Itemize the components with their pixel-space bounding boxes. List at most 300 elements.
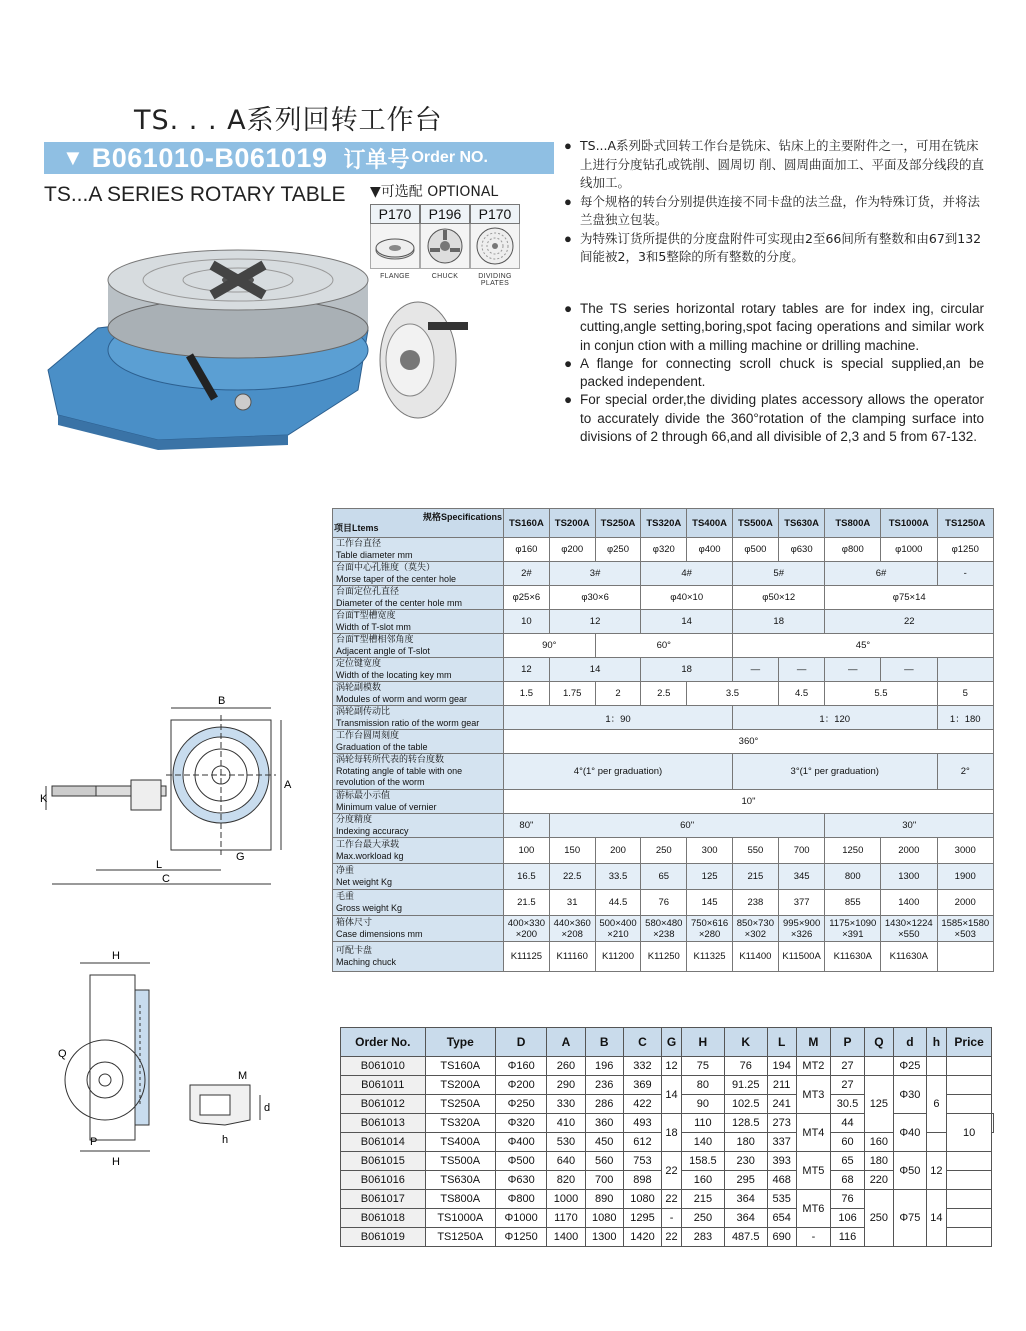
order-cell: 110 [681, 1114, 724, 1133]
order-cell: 260 [547, 1057, 585, 1076]
spec-label-cn: 净重 [336, 865, 355, 876]
order-column-header: G [662, 1028, 682, 1057]
triangle-down-icon: ▼ [62, 145, 84, 170]
spec-row [333, 634, 994, 658]
dim-P: P [90, 1136, 98, 1148]
order-cell [864, 1057, 893, 1076]
spec-cell: 4# [641, 562, 733, 586]
order-cell: Φ160 [495, 1057, 546, 1076]
order-cell: MT2 [796, 1057, 831, 1076]
order-cell: 12 [662, 1057, 682, 1076]
spec-cell: φ160 [504, 538, 550, 562]
dim-B: B [218, 695, 226, 707]
order-cell: 1300 [585, 1228, 623, 1247]
order-cell: 116 [831, 1228, 865, 1247]
note-item: ● The TS series horizontal rotary tables are for index ing, circular cutting,angle setting,boring,spot facing operations and similar work in conjun ction with a milling machine or drilling machine. [564, 300, 984, 355]
order-cell: 283 [681, 1228, 724, 1247]
order-cell [946, 1171, 992, 1190]
spec-cell: 855 [825, 890, 881, 916]
spec-cell: 18 [641, 658, 733, 682]
order-column-header: Type [425, 1028, 495, 1057]
spec-cell: 45° [732, 634, 993, 658]
spec-row [333, 610, 994, 634]
spec-row-label [333, 706, 504, 730]
spec-cell: 30" [825, 814, 994, 838]
spec-cell: 5 [937, 682, 994, 706]
spec-cell: K11630A [825, 942, 881, 972]
order-cell: 295 [724, 1171, 767, 1190]
accessory-caption: DIVIDING PLATES [478, 273, 512, 287]
spec-cell: 5# [732, 562, 824, 586]
order-cell: 215 [681, 1190, 724, 1209]
spec-label-cn: 涡轮每转所代表的转台度数 [336, 755, 445, 765]
order-cell: 1295 [623, 1209, 661, 1228]
order-cell: MT5 [796, 1152, 831, 1190]
order-cell: MT3 [796, 1076, 831, 1114]
spec-row-label [333, 682, 504, 706]
spec-row [333, 658, 994, 682]
spec-label-en: Gross weight Kg [336, 902, 403, 913]
order-cell: Φ320 [495, 1114, 546, 1133]
order-cell: Φ500 [495, 1152, 546, 1171]
spec-cell: 1300 [881, 864, 937, 890]
order-cell: Φ30 [893, 1076, 926, 1114]
order-column-header: A [547, 1028, 585, 1057]
order-cell [946, 1095, 992, 1114]
spec-cell: 850×730 ×302 [732, 916, 778, 942]
order-cell: 230 [724, 1152, 767, 1171]
dim-K: K [40, 793, 48, 805]
note-item: ● 为特殊订货所提供的分度盘附件可实现由2至66间所有整数和由67到132间能被2，3和5整除的所有整数的分度。 [564, 230, 984, 267]
spec-row [333, 730, 994, 754]
spec-row-label [333, 610, 504, 634]
spec-model-header: TS800A [825, 509, 881, 538]
spec-label-en: Morse taper of the center hole [336, 573, 457, 584]
note-text: For special order,the dividing plates accessory allows the operator to accurately divide the 360°rotation of the clamping surface into divisions of 2 through 66,and all divisible of 2,3 and 5 from 67-132. [580, 392, 984, 445]
spec-cell: 800 [825, 864, 881, 890]
order-row [341, 1076, 994, 1095]
order-cell: TS1000A [425, 1209, 495, 1228]
spec-label-en: Case dimensions mm [336, 928, 423, 939]
order-cell [946, 1228, 992, 1247]
order-cell: 22 [662, 1190, 682, 1209]
spec-cell: K11200 [595, 942, 641, 972]
spec-row-label [333, 790, 504, 814]
order-number-cell: B061019 [341, 1228, 426, 1247]
order-cell: Φ250 [495, 1095, 546, 1114]
spec-cell: 2 [595, 682, 641, 706]
order-cell: 12 [926, 1152, 946, 1190]
order-cell: TS160A [425, 1057, 495, 1076]
spec-cell: 700 [778, 838, 825, 864]
spec-cell [937, 942, 994, 972]
order-column-header: K [724, 1028, 767, 1057]
spec-label-en: Max.workload kg [336, 850, 404, 861]
notes-english [564, 300, 984, 446]
order-cell: 180 [724, 1133, 767, 1152]
order-cell: 535 [767, 1190, 796, 1209]
order-cell: Φ40 [893, 1114, 926, 1152]
order-cell: 76 [724, 1057, 767, 1076]
order-column-header: M [796, 1028, 831, 1057]
note-text: A flange for connecting scroll chuck is special supplied,an be packed independent. [580, 355, 984, 390]
spec-cell: 65 [641, 864, 687, 890]
spec-cell: K11500A [778, 942, 825, 972]
order-column-header: B [585, 1028, 623, 1057]
order-cell: 1000 [547, 1190, 585, 1209]
order-cell: 75 [681, 1057, 724, 1076]
order-column-header: Price [946, 1028, 992, 1057]
spec-cell: φ200 [549, 538, 595, 562]
order-cell: 369 [623, 1076, 661, 1095]
spec-cell: 22 [825, 610, 994, 634]
spec-row-label [333, 814, 504, 838]
spec-row-label [333, 634, 504, 658]
order-cell: 14 [926, 1190, 946, 1247]
order-cell: 30.5 [831, 1095, 865, 1114]
accessory-caption: FLANGE [380, 273, 410, 280]
order-cell: 364 [724, 1190, 767, 1209]
spec-label-cn: 工作台圆周刻度 [336, 730, 400, 741]
order-cell: 80 [681, 1076, 724, 1095]
spec-cell: 750×616 ×280 [687, 916, 733, 942]
spec-row-label [333, 838, 504, 864]
spec-cell: 1175×1090 ×391 [825, 916, 881, 942]
spec-cell: 12 [504, 658, 550, 682]
order-cell: MT4 [796, 1114, 831, 1152]
order-cell: 196 [585, 1057, 623, 1076]
spec-label-en: Adjacent angle of T-slot [336, 645, 430, 656]
spec-model-header: TS320A [641, 509, 687, 538]
optional-label: ▼可选配 OPTIONAL [370, 184, 499, 200]
note-item: ● TS...A系列卧式回转工作台是铣床、钻床上的主要附件之一，可用在铣床上进行分度钻孔或铣削、圆周切 削、圆周曲面加工、平面及部分线段的直线加工。 [564, 137, 984, 193]
order-column-header: Order No. [341, 1028, 426, 1057]
spec-cell: φ75×14 [825, 586, 994, 610]
order-cell [946, 1076, 992, 1095]
order-cell: 898 [623, 1171, 661, 1190]
order-cell [926, 1057, 946, 1076]
dim-M: M [238, 1070, 248, 1082]
spec-cell: 400×330 ×200 [504, 916, 550, 942]
spec-row [333, 814, 994, 838]
spec-model-header: TS160A [504, 509, 550, 538]
spec-label-cn: 涡轮副传动比 [336, 706, 391, 717]
order-column-header: C [623, 1028, 661, 1057]
spec-cell: 14 [641, 610, 733, 634]
order-cell: 493 [623, 1114, 661, 1133]
note-item: ● 每个规格的转台分别提供连接不同卡盘的法兰盘，作为特殊订货，并将法兰盘独立包装。 [564, 193, 984, 230]
spec-cell: φ1250 [937, 538, 994, 562]
note-item: ● For special order,the dividing plates accessory allows the operator to accurately divide the 360°rotation of the clamping surface into divisions of 2 through 66,and all divisible of 2,3 and 5 from 67-132. [564, 391, 984, 446]
spec-cell: 16.5 [504, 864, 550, 890]
order-cell [946, 1152, 992, 1171]
spec-cell: φ250 [595, 538, 641, 562]
spec-cell: φ1000 [881, 538, 937, 562]
spec-row-label [333, 916, 504, 942]
spec-cell: 31 [549, 890, 595, 916]
spec-cell: 100 [504, 838, 550, 864]
spec-cell: φ800 [825, 538, 881, 562]
order-cell: 60 [831, 1133, 865, 1152]
spec-row [333, 538, 994, 562]
spec-cell: φ40×10 [641, 586, 733, 610]
order-cell: Φ800 [495, 1190, 546, 1209]
spec-row [333, 890, 994, 916]
order-cell: 700 [585, 1171, 623, 1190]
order-cell: 332 [623, 1057, 661, 1076]
order-cell: 1170 [547, 1209, 585, 1228]
order-cell: 250 [681, 1209, 724, 1228]
spec-label-en: Rotating angle of table with one revolution of the worm [336, 766, 463, 787]
order-row [341, 1190, 994, 1209]
order-number-cell: B061010 [341, 1057, 426, 1076]
order-number-cell: B061013 [341, 1114, 426, 1133]
spec-row-label [333, 730, 504, 754]
spec-cell: 10" [504, 790, 994, 814]
spec-cell: 3°(1° per graduation) [732, 754, 937, 790]
order-cell: 241 [767, 1095, 796, 1114]
spec-cell [937, 658, 994, 682]
spec-cell: 10 [504, 610, 550, 634]
order-cell: 194 [767, 1057, 796, 1076]
spec-cell: 18 [732, 610, 824, 634]
spec-label-cn: 分度精度 [336, 814, 373, 825]
order-cell: 422 [623, 1095, 661, 1114]
order-cell: 160 [681, 1171, 724, 1190]
order-cell: 18 [662, 1114, 682, 1152]
order-cell: 1400 [547, 1228, 585, 1247]
order-cell: Φ1250 [495, 1228, 546, 1247]
spec-cell: 6# [825, 562, 937, 586]
spec-cell: φ30×6 [549, 586, 641, 610]
order-cell: 22 [662, 1228, 682, 1247]
order-cell: TS1250A [425, 1228, 495, 1247]
spec-cell: K11400 [732, 942, 778, 972]
spec-cell: 33.5 [595, 864, 641, 890]
order-label-cn: 订单号 [343, 147, 410, 173]
dim-d: d [264, 1102, 271, 1114]
note-text: TS...A系列卧式回转工作台是铣床、钻床上的主要附件之一，可用在铣床上进行分度钻孔或铣削、圆周切 削、圆周曲面加工、平面及部分线段的直线加工。 [580, 138, 984, 190]
top-view-drawing [36, 690, 306, 890]
spec-cell: 150 [549, 838, 595, 864]
order-column-header: P [831, 1028, 865, 1057]
order-range: B061010-B061019 [91, 142, 328, 173]
spec-cell: K11630A [881, 942, 937, 972]
order-cell: Φ630 [495, 1171, 546, 1190]
order-number-cell: B061017 [341, 1190, 426, 1209]
spec-model-header: TS200A [549, 509, 595, 538]
order-cell: TS500A [425, 1152, 495, 1171]
order-cell: 10 [946, 1114, 992, 1152]
spec-cell: — [732, 658, 778, 682]
order-cell: 560 [585, 1152, 623, 1171]
spec-cell: 1.75 [549, 682, 595, 706]
order-cell: 106 [831, 1209, 865, 1228]
spec-label-cn: 台面定位孔直径 [336, 586, 400, 597]
spec-label-cn: 游标最小示值 [336, 790, 391, 801]
spec-model-header: TS500A [732, 509, 778, 538]
order-cell: 364 [724, 1209, 767, 1228]
spec-row [333, 916, 994, 942]
order-cell [992, 1114, 994, 1133]
spec-model-header: TS400A [687, 509, 733, 538]
spec-label-cn: 台面T型槽相邻角度 [336, 634, 414, 645]
spec-model-header: TS1250A [937, 509, 994, 538]
order-row [341, 1152, 994, 1171]
order-cell: 250 [864, 1190, 893, 1247]
note-text: 为特殊订货所提供的分度盘附件可实现由2至66间所有整数和由67到132间能被2，3和5整除的所有整数的分度。 [580, 230, 982, 264]
spec-cell: 60° [595, 634, 732, 658]
dim-Q: Q [58, 1048, 67, 1060]
spec-cell: — [881, 658, 937, 682]
spec-cell: 1.5 [504, 682, 550, 706]
order-cell: 236 [585, 1076, 623, 1095]
spec-label-cn: 台面中心孔锥度（莫失） [336, 562, 436, 573]
spec-cell: 44.5 [595, 890, 641, 916]
order-cell: 76 [831, 1190, 865, 1209]
spec-cell: 90° [504, 634, 596, 658]
spec-label-cn: 涡轮副模数 [336, 682, 382, 693]
order-table [340, 1027, 994, 1247]
order-cell: 14 [662, 1076, 682, 1114]
english-title: TS...A SERIES ROTARY TABLE [44, 183, 346, 206]
spec-label-cn: 定位键宽度 [336, 658, 382, 669]
order-cell: 220 [864, 1171, 893, 1190]
dim-A: A [284, 779, 292, 791]
spec-cell: 238 [732, 890, 778, 916]
spec-label-cn: 工作台最大承载 [336, 839, 400, 850]
spec-cell: 125 [687, 864, 733, 890]
order-cell: Φ200 [495, 1076, 546, 1095]
spec-cell: 4.5 [778, 682, 825, 706]
dim-G: G [236, 851, 245, 863]
order-cell: TS630A [425, 1171, 495, 1190]
spec-row [333, 790, 994, 814]
spec-cell: 1585×1580 ×503 [937, 916, 994, 942]
dim-H-top: H [112, 950, 120, 962]
spec-cell: 4°(1° per graduation) [504, 754, 733, 790]
spec-cell: K11250 [641, 942, 687, 972]
spec-label-cn: 箱体尺寸 [336, 917, 373, 928]
spec-cell: 1：180 [937, 706, 994, 730]
order-cell [946, 1209, 992, 1228]
spec-cell: — [825, 658, 881, 682]
spec-label-en: Indexing accuracy [336, 825, 409, 836]
spec-cell: 1900 [937, 864, 994, 890]
order-cell: 273 [767, 1114, 796, 1133]
spec-cell: 360° [504, 730, 994, 754]
order-column-header: Q [864, 1028, 893, 1057]
order-row [341, 1114, 994, 1133]
order-cell: 612 [623, 1133, 661, 1152]
spec-cell: 377 [778, 890, 825, 916]
order-number-cell: B061012 [341, 1095, 426, 1114]
spec-cell: 345 [778, 864, 825, 890]
order-cell: 330 [547, 1095, 585, 1114]
spec-row [333, 754, 994, 790]
dim-H-bottom: H [112, 1156, 120, 1168]
spec-cell: - [937, 562, 994, 586]
order-cell: 753 [623, 1152, 661, 1171]
spec-cell: 200 [595, 838, 641, 864]
spec-cell: 80" [504, 814, 550, 838]
spec-cell: 300 [687, 838, 733, 864]
spec-cell: K11325 [687, 942, 733, 972]
order-number-cell: B061014 [341, 1133, 426, 1152]
order-cell: 820 [547, 1171, 585, 1190]
order-cell: - [662, 1209, 682, 1228]
order-cell: MT6 [796, 1190, 831, 1228]
order-column-header: h [926, 1028, 946, 1057]
order-cell: 91.25 [724, 1076, 767, 1095]
spec-cell: — [778, 658, 825, 682]
order-cell: - [796, 1228, 831, 1247]
order-cell: 487.5 [724, 1228, 767, 1247]
order-cell: 337 [767, 1133, 796, 1152]
spec-cell: 440×360 ×208 [549, 916, 595, 942]
spec-label-cn: 工作台直径 [336, 538, 382, 549]
order-cell: 890 [585, 1190, 623, 1209]
spec-row [333, 586, 994, 610]
rotary-table-photo [38, 240, 478, 450]
spec-cell: 14 [549, 658, 641, 682]
spec-cell: 12 [549, 610, 641, 634]
order-row [341, 1057, 994, 1076]
spec-label-en: Graduation of the table [336, 741, 428, 752]
side-view-drawing [50, 945, 290, 1180]
order-cell: Φ50 [893, 1152, 926, 1190]
accessory-code: P196 [420, 204, 470, 224]
spec-cell: 1：120 [732, 706, 937, 730]
order-cell: 68 [831, 1171, 865, 1190]
spec-label-en: Table diameter mm [336, 549, 413, 560]
order-cell: 6 [926, 1076, 946, 1133]
spec-cell: φ500 [732, 538, 778, 562]
order-cell: 65 [831, 1152, 865, 1171]
spec-row [333, 864, 994, 890]
order-cell: 44 [831, 1114, 865, 1133]
order-cell: 180 [864, 1152, 893, 1171]
spec-model-header: TS1000A [881, 509, 937, 538]
order-cell: 128.5 [724, 1114, 767, 1133]
spec-cell: K11160 [549, 942, 595, 972]
dim-h: h [222, 1134, 229, 1146]
note-text: The TS series horizontal rotary tables are for index ing, circular cutting,angle setting,boring,spot facing operations and similar work in conjun ction with a milling machine or drilling machine. [580, 301, 984, 353]
order-cell: Φ400 [495, 1133, 546, 1152]
order-cell: 1420 [623, 1228, 661, 1247]
order-number-cell: B061018 [341, 1209, 426, 1228]
spec-label-en: Width of T-slot mm [336, 621, 411, 632]
order-cell: TS250A [425, 1095, 495, 1114]
order-cell: 211 [767, 1076, 796, 1095]
order-cell: TS320A [425, 1114, 495, 1133]
spec-cell: 3# [549, 562, 641, 586]
spec-row [333, 838, 994, 864]
spec-label-en: Width of the locating key mm [336, 669, 452, 680]
order-cell: 286 [585, 1095, 623, 1114]
order-cell [946, 1190, 992, 1209]
spec-cell: 215 [732, 864, 778, 890]
accessory-code: P170 [370, 204, 420, 224]
order-column-header: D [495, 1028, 546, 1057]
spec-row-label [333, 562, 504, 586]
note-text: 每个规格的转台分别提供连接不同卡盘的法兰盘，作为特殊订货，并将法兰盘独立包装。 [580, 193, 981, 227]
spec-cell: 1250 [825, 838, 881, 864]
spec-label-en: Net weight Kg [336, 876, 393, 887]
spec-cell: 5.5 [825, 682, 937, 706]
chinese-title: TS. . . A系列回转工作台 [134, 105, 443, 136]
spec-cell: φ630 [778, 538, 825, 562]
